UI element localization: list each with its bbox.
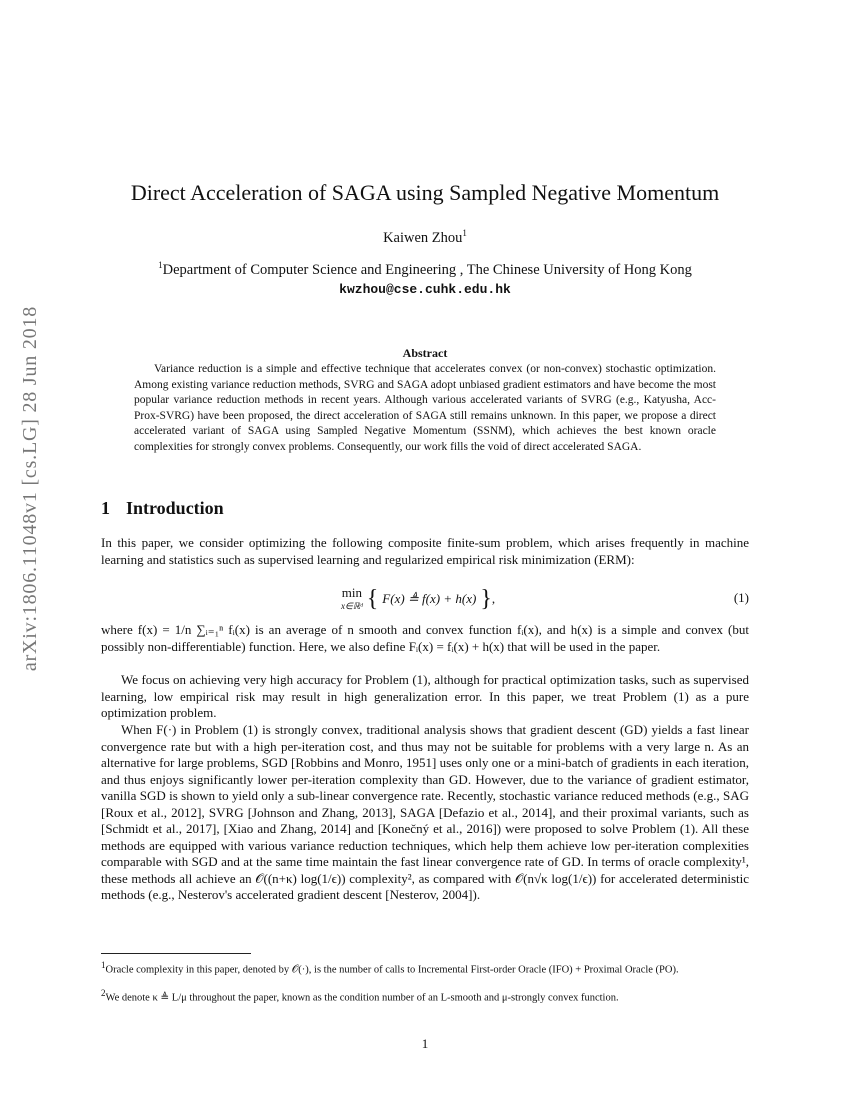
right-brace: }: [480, 585, 492, 612]
min-subscript: x∈ℝᵈ: [341, 601, 363, 611]
footnote-1-mark: 1: [101, 960, 106, 970]
paper-title: Direct Acceleration of SAGA using Sampled Negative Momentum: [130, 180, 720, 205]
equation-1: [101, 585, 749, 617]
section-number: 1: [101, 498, 110, 518]
author-name: Kaiwen Zhou: [383, 229, 463, 246]
paragraph-intro: In this paper, we consider optimizing the following composite finite-sum problem, which arises frequently in machine learning and statistics such as supervised learning and regularized empirical risk minimization (ERM):: [101, 535, 749, 567]
equation-trail: ,: [491, 590, 496, 606]
arxiv-stamp: [10, 258, 52, 718]
section-heading: [101, 498, 224, 519]
page-number: 1: [421, 1036, 429, 1051]
footnote-2-mark: 2: [101, 988, 106, 998]
min-operator: [341, 585, 363, 612]
author-email: kwzhou@cse.cuhk.edu.hk: [339, 282, 511, 297]
author-sup: 1: [462, 228, 467, 238]
affiliation-sup: 1: [158, 260, 163, 270]
paragraph-accuracy: We focus on achieving very high accuracy for Problem (1), although for practical optimization tasks, such as supervised learning, low empirical risk may result in high generalization error. In this paper, we treat Problem (1) as a pure optimization problem.: [101, 672, 749, 720]
min-label: min: [341, 585, 362, 600]
paragraph-definitions: where f(x) = 1/n ∑ᵢ₌₁ⁿ fᵢ(x) is an average of n smooth and convex function fᵢ(x), and h(x) is a simple and convex (but possibly non-differentiable) function. Here, we also define Fᵢ(x) = fᵢ(x) + h(x) that will be used in the paper.: [101, 622, 749, 654]
footnote-2-text: We denote κ ≜ L/μ throughout the paper, known as the condition number of an L-smooth and μ-strongly convex function.: [105, 992, 619, 1004]
footnote-1: [101, 959, 749, 977]
arxiv-stamp-text: arXiv:1806.11048v1 [cs.LG] 28 Jun 2018: [19, 305, 42, 671]
footnote-1-text: Oracle complexity in this paper, denoted by 𝒪(·), is the number of calls to Incremental First-order Oracle (IFO) + Proximal Oracle (PO).: [105, 964, 679, 976]
affiliation-text: Department of Computer Science and Engineering , The Chinese University of Hong Kong: [162, 261, 692, 278]
paragraph-methods: When F(·) in Problem (1) is strongly convex, traditional analysis shows that gradient descent (GD) yields a fast linear convergence rate but with a high per-iteration cost, and thus may not be suitable for problems with a very large n. As an alternative for large problems, SGD [Robbins and Monro, 1951] uses only one or a mini-batch of gradients in each iteration, and thus enjoys significantly lower per-iteration complexity than GD. However, due to the variance of gradient estimator, vanilla SGD is shown to yield only a sub-linear convergence rate. Recently, stochastic variance reduced methods (e.g., SAG [Roux et al., 2012], SVRG [Johnson and Zhang, 2013], SAGA [Defazio et al., 2014], and their proximal variants, such as [Schmidt et al., 2017], [Xiao and Zhang, 2014] and [Konečný et al., 2016]) were proposed to solve Problem (1). All these methods are equipped with various variance reduction techniques, which help them achieve low per-iteration complexities comparable with SGD and at the same time maintain the fast linear convergence rate of GD. In terms of oracle complexity¹, these methods all achieve an 𝒪((n+κ) log(1/ϵ)) complexity², as compared with 𝒪(n√κ log(1/ϵ)) for accelerated deterministic methods (e.g., Nesterov's accelerated gradient descent [Nesterov, 2004]).: [101, 722, 749, 902]
footnote-2: [101, 987, 749, 1005]
author: [60, 228, 790, 247]
equation-body: F(x) ≜ f(x) + h(x): [382, 590, 477, 606]
abstract-heading: Abstract: [402, 346, 448, 360]
abstract-text: Variance reduction is a simple and effective technique that accelerates convex (or non-convex) stochastic optimization. Among existing variance reduction methods, SVRG and SAGA adopt unbiased gradient estimators and have become the most popular variance reduction methods in recent years. Although various accelerated variants of SVRG (e.g., Katyusha, Acc-Prox-SVRG) have been proposed, the direct acceleration of SAGA still remains unknown. In this paper, we propose a direct accelerated variant of SAGA using Sampled Negative Momentum (SSNM), which achieves the best known oracle complexities for strongly convex problems. Consequently, our work fills the void of direct accelerated SAGA.: [134, 363, 716, 453]
footnote-rule: [101, 953, 251, 954]
left-brace: {: [366, 585, 379, 612]
affiliation: [60, 260, 790, 279]
equation-number: (1): [733, 590, 749, 605]
section-title: Introduction: [126, 498, 224, 518]
